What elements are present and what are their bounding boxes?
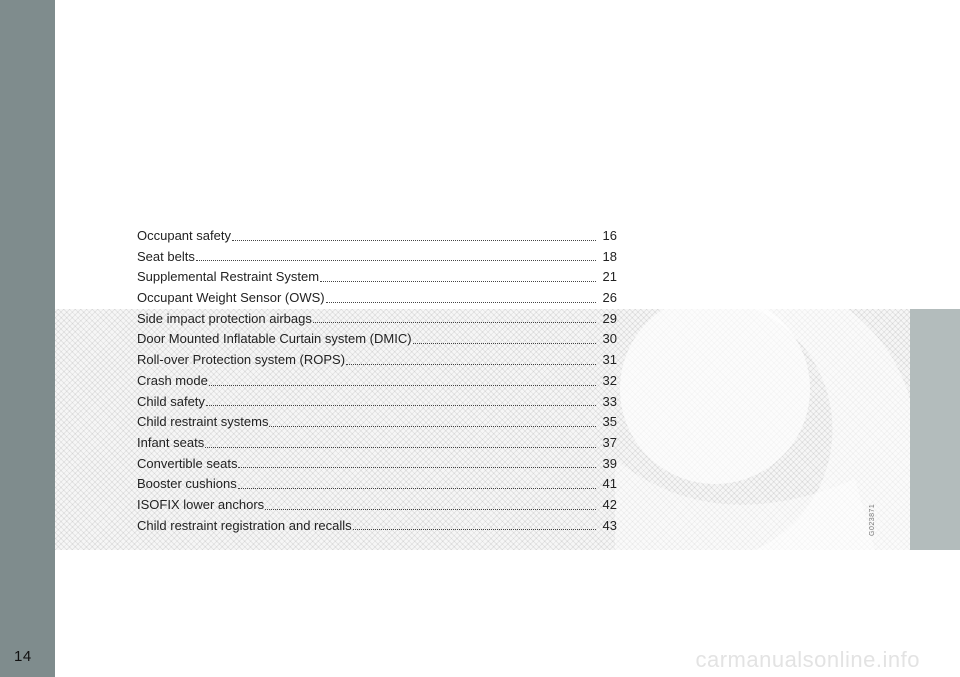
toc-leader-dots bbox=[265, 508, 596, 510]
toc-entry-title: Child safety bbox=[137, 393, 205, 409]
watermark: carmanualsonline.info bbox=[695, 647, 920, 672]
toc-entry[interactable] bbox=[137, 516, 617, 537]
toc-entry-page: 26 bbox=[602, 290, 617, 306]
toc-leader-dots bbox=[413, 342, 596, 344]
toc-leader-dots bbox=[346, 363, 596, 365]
toc-leader-dots bbox=[238, 466, 596, 468]
toc-leader-dots bbox=[196, 259, 596, 261]
toc-entry-page: 16 bbox=[602, 228, 617, 243]
toc-entry-title: Crash mode bbox=[137, 372, 208, 388]
toc-entry-page: 18 bbox=[602, 248, 617, 264]
toc-leader-dots bbox=[313, 321, 596, 323]
page-number: 14 bbox=[14, 648, 32, 665]
toc-entry-title: Occupant Weight Sensor (OWS) bbox=[137, 290, 325, 306]
toc-entry-page: 31 bbox=[602, 352, 617, 368]
left-margin-strip bbox=[0, 0, 55, 677]
toc-entry-page: 37 bbox=[602, 434, 617, 450]
toc-entry[interactable] bbox=[137, 371, 617, 392]
toc-entry[interactable] bbox=[137, 226, 617, 247]
toc-entry-title: Child restraint systems bbox=[137, 414, 269, 430]
toc-entry-title: Child restraint registration and recalls bbox=[137, 517, 352, 533]
toc-entry-page: 33 bbox=[602, 393, 617, 409]
toc-leader-dots bbox=[238, 487, 596, 489]
toc-entry-title: Booster cushions bbox=[137, 476, 237, 492]
toc-entry-page: 21 bbox=[602, 269, 617, 285]
toc-entry-title: ISOFIX lower anchors bbox=[137, 496, 265, 512]
toc-entry-page: 41 bbox=[602, 476, 617, 492]
toc-entry[interactable] bbox=[137, 329, 617, 350]
toc-entry-title: Door Mounted Inflatable Curtain system (DMIC) bbox=[137, 331, 412, 347]
chapter-tab bbox=[910, 309, 960, 550]
toc-entry[interactable] bbox=[137, 454, 617, 475]
toc-entry[interactable] bbox=[137, 267, 617, 288]
toc-leader-dots bbox=[206, 404, 596, 406]
toc-entry-title: Convertible seats bbox=[137, 455, 238, 471]
toc-entry-page: 32 bbox=[602, 372, 617, 388]
toc-entry[interactable] bbox=[137, 309, 617, 330]
toc-leader-dots bbox=[205, 446, 596, 448]
image-code: G023871 bbox=[869, 503, 876, 536]
toc-leader-dots bbox=[209, 384, 596, 386]
toc-entry[interactable] bbox=[137, 412, 617, 433]
toc-entry-page: 30 bbox=[602, 331, 617, 347]
toc-leader-dots bbox=[326, 301, 596, 303]
toc-entry-page: 43 bbox=[602, 517, 617, 533]
toc-entry-page: 39 bbox=[602, 455, 617, 471]
toc-entry-title: Supplemental Restraint System bbox=[137, 269, 320, 285]
toc-entry-title: Infant seats bbox=[137, 434, 205, 450]
toc-leader-dots bbox=[269, 425, 596, 427]
toc-entry[interactable] bbox=[137, 474, 617, 495]
toc-leader-dots bbox=[232, 239, 596, 241]
toc-entry[interactable] bbox=[137, 247, 617, 268]
toc-entry-page: 42 bbox=[602, 496, 617, 512]
toc-entry-title: Occupant safety bbox=[137, 228, 231, 243]
toc-entry-page: 29 bbox=[602, 310, 617, 326]
toc-entry[interactable] bbox=[137, 392, 617, 413]
toc-leader-dots bbox=[353, 528, 596, 530]
toc-entry-title: Seat belts bbox=[137, 248, 195, 264]
table-of-contents bbox=[137, 226, 617, 536]
toc-entry[interactable] bbox=[137, 288, 617, 309]
toc-entry-title: Roll-over Protection system (ROPS) bbox=[137, 352, 346, 368]
toc-entry[interactable] bbox=[137, 433, 617, 454]
toc-entry-title: Side impact protection airbags bbox=[137, 310, 312, 326]
toc-entry[interactable] bbox=[137, 350, 617, 371]
toc-entry[interactable] bbox=[137, 495, 617, 516]
toc-leader-dots bbox=[320, 280, 596, 282]
toc-entry-page: 35 bbox=[602, 414, 617, 430]
